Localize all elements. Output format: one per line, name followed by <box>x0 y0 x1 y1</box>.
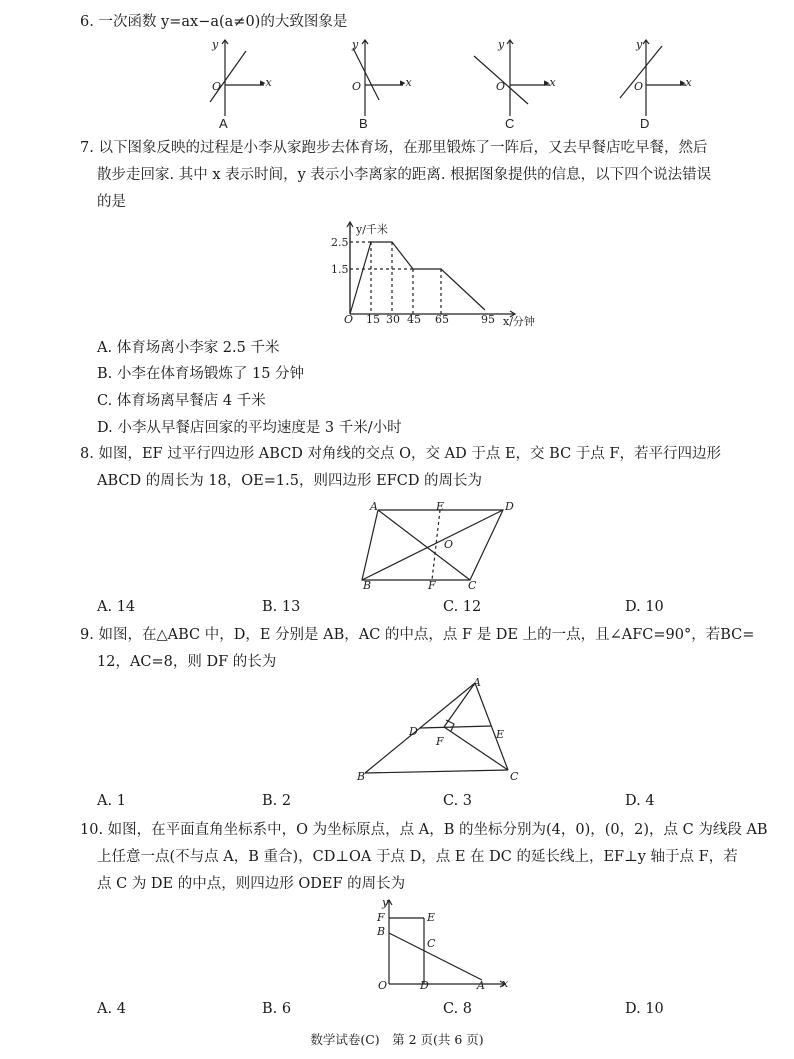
q7-option-a: A. 体育场离小李家 2.5 千米 <box>97 340 280 356</box>
q8-label-f: F <box>428 579 436 592</box>
q7-distance-time-graph <box>350 222 520 322</box>
q10-label-e: E <box>427 911 436 924</box>
q10-coordinate-figure <box>380 898 520 990</box>
q8-label-d: D <box>505 500 514 513</box>
q9-label-f: F <box>436 735 444 748</box>
q9-option-a: A. 1 <box>97 793 126 809</box>
q6-stem: 6. 一次函数 y=ax−a(a≠0)的大致图象是 <box>80 14 348 30</box>
q9-label-c: C <box>510 770 519 783</box>
q8-label-o: O <box>444 538 454 551</box>
q7-origin: O <box>344 313 354 326</box>
q7-xtick-65: 65 <box>435 313 449 326</box>
q10-label-c: C <box>427 937 436 950</box>
q10-stem-line1: 10. 如图，在平面直角坐标系中，O 为坐标原点，点 A，B 的坐标分别为(4，0)，(0，2)，点 C 为线段 AB <box>80 822 768 838</box>
q7-xtick-95: 95 <box>481 313 495 326</box>
q10-option-b: B. 6 <box>262 1001 292 1017</box>
q10-label-y: y <box>382 896 389 909</box>
q10-option-a: A. 4 <box>97 1001 126 1017</box>
q7-xlabel: x/分钟 <box>503 315 535 328</box>
q7-option-b: B. 小李在体育场锻炼了 15 分钟 <box>97 366 305 382</box>
q9-option-c: C. 3 <box>443 793 473 809</box>
q10-option-c: C. 8 <box>443 1001 473 1017</box>
q7-option-d: D. 小李从早餐店回家的平均速度是 3 千米/小时 <box>97 420 402 436</box>
q8-label-e: E <box>436 500 445 513</box>
q7-xtick-30: 30 <box>386 313 400 326</box>
q9-label-d: D <box>409 725 418 738</box>
q7-ytick-2-5: 2.5 <box>331 236 349 249</box>
q7-xtick-45: 45 <box>407 313 421 326</box>
q8-option-d: D. 10 <box>625 599 664 615</box>
q10-label-x: x <box>502 977 509 990</box>
q8-label-b: B <box>363 579 372 592</box>
q6-option-a: A <box>219 116 228 131</box>
q10-stem-line2: 上任意一点(不与点 A，B 重合)，CD⊥OA 于点 D，点 E 在 DC 的延长线上，EF⊥y 轴于点 F，若 <box>97 849 738 865</box>
q8-stem-line1: 8. 如图，EF 过平行四边形 ABCD 对角线的交点 O，交 AD 于点 E，交 BC 于点 F，若平行四边形 <box>80 446 721 462</box>
q10-label-f: F <box>377 911 385 924</box>
q9-label-b: B <box>357 770 366 783</box>
q7-ylabel: y/千米 <box>356 223 388 236</box>
q10-option-d: D. 10 <box>625 1001 664 1017</box>
q9-stem-line2: 12，AC=8，则 DF 的长为 <box>97 654 277 670</box>
q8-parallelogram-figure <box>360 500 520 590</box>
q7-xtick-15: 15 <box>366 313 380 326</box>
page-footer: 数学试卷(C) 第 2 页(共 6 页) <box>310 1032 484 1047</box>
q10-stem-line3: 点 C 为 DE 的中点，则四边形 ODEF 的周长为 <box>97 876 406 892</box>
q9-label-e: E <box>496 728 505 741</box>
q7-stem-line3: 的是 <box>97 194 126 210</box>
q10-label-b: B <box>377 925 386 938</box>
q8-label-c: C <box>468 579 477 592</box>
q9-label-a: A <box>473 676 481 689</box>
q10-label-a: A <box>477 979 485 992</box>
q7-stem-line1: 7. 以下图象反映的过程是小李从家跑步去体育场，在那里锻炼了一阵后，又去早餐店吃早餐，然后 <box>80 140 708 156</box>
q6-option-d: D <box>640 116 650 131</box>
q7-ytick-1-5: 1.5 <box>331 263 349 276</box>
q7-option-c: C. 体育场离早餐店 4 千米 <box>97 393 266 409</box>
q9-stem-line1: 9. 如图，在△ABC 中，D，E 分别是 AB，AC 的中点，点 F 是 DE 上的一点，且∠AFC=90°，若BC= <box>80 627 755 643</box>
q6-option-c: C <box>505 116 515 131</box>
q9-option-b: B. 2 <box>262 793 292 809</box>
q8-option-c: C. 12 <box>443 599 482 615</box>
q10-label-o: O <box>378 979 388 992</box>
q7-stem-line2: 散步走回家. 其中 x 表示时间，y 表示小李离家的距离. 根据图象提供的信息，以下四个说法错误 <box>97 167 712 183</box>
q10-label-d: D <box>420 979 429 992</box>
q8-option-a: A. 14 <box>97 599 136 615</box>
q6-option-b: B <box>359 116 368 131</box>
q8-option-b: B. 13 <box>262 599 301 615</box>
q9-option-d: D. 4 <box>625 793 655 809</box>
q8-label-a: A <box>370 500 378 513</box>
q8-stem-line2: ABCD 的周长为 18，OE=1.5，则四边形 EFCD 的周长为 <box>97 473 483 489</box>
